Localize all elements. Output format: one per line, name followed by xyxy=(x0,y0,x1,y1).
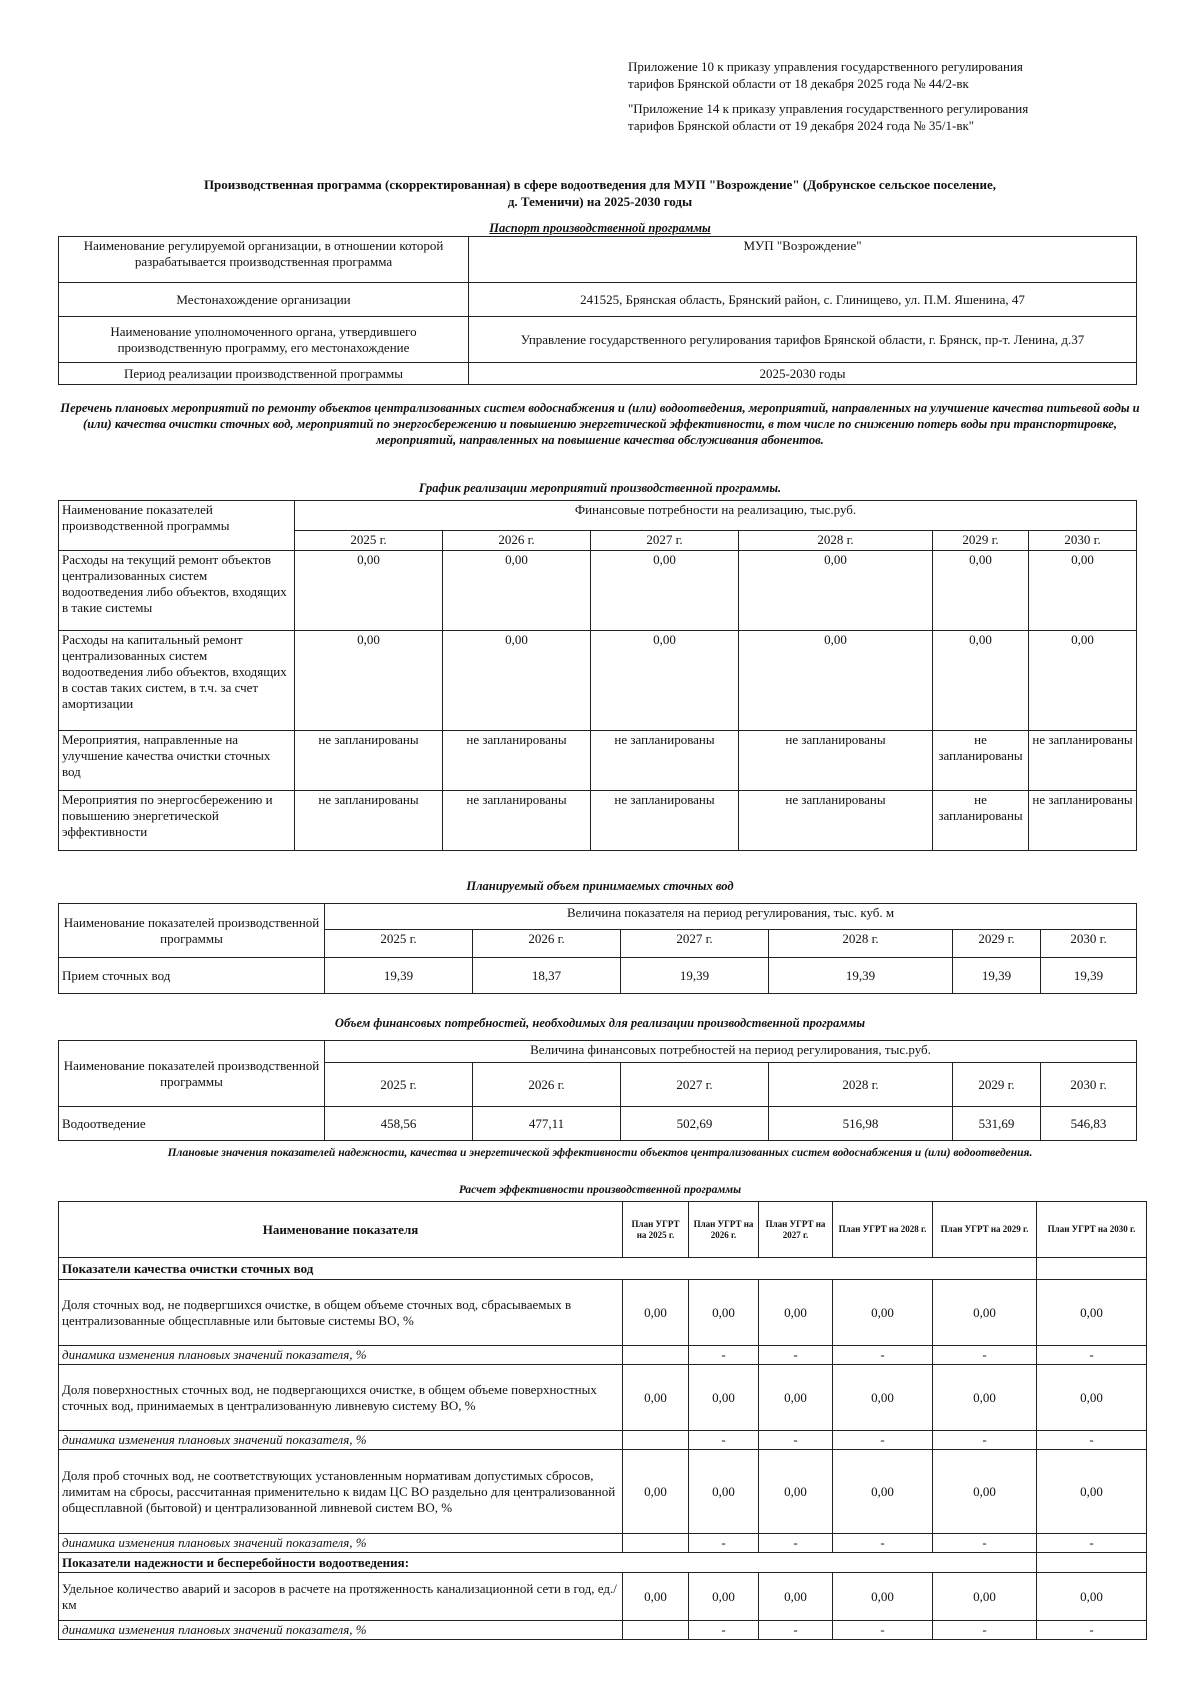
dynamics-value: - xyxy=(759,1346,833,1365)
cell-value: 0,00 xyxy=(623,1573,689,1621)
cell-value: 0,00 xyxy=(833,1365,933,1431)
dynamics-value: - xyxy=(689,1431,759,1450)
year-header: 2026 г. xyxy=(443,531,591,551)
table-row xyxy=(59,1553,1147,1573)
year-header: 2030 г. xyxy=(1029,531,1137,551)
dynamics-value: - xyxy=(833,1431,933,1450)
row-label: Прием сточных вод xyxy=(59,958,325,994)
cell-value: 0,00 xyxy=(933,1280,1037,1346)
dynamics-value: - xyxy=(689,1534,759,1553)
cell-value: 516,98 xyxy=(769,1107,953,1141)
cell-value: не запланированы xyxy=(1029,731,1137,791)
page-title-line: Производственная программа (скорректированная) в сфере водоотведения для МУП "Возрождение" (Добрунское сельское поселение, xyxy=(203,177,997,192)
dynamics-value: - xyxy=(759,1431,833,1450)
cell-value: 458,56 xyxy=(325,1107,473,1141)
cell-value: 0,00 xyxy=(739,551,933,631)
column-header: Наименование показателей производственной программы xyxy=(59,1041,325,1107)
dynamics-value: - xyxy=(689,1621,759,1640)
plan-header: План УГРТ на 2027 г. xyxy=(759,1202,833,1258)
group-header: Величина показателя на период регулирования, тыс. куб. м xyxy=(325,904,1137,930)
passport-label: Период реализации производственной программы xyxy=(59,363,469,385)
year-header: 2029 г. xyxy=(953,1063,1041,1107)
year-header: 2025 г. xyxy=(295,531,443,551)
dynamics-value: - xyxy=(1037,1534,1147,1553)
cell-value: 0,00 xyxy=(1037,1280,1147,1346)
plan-header: План УГРТ на 2030 г. xyxy=(1037,1202,1147,1258)
cell-value: не запланированы xyxy=(295,731,443,791)
cell-value: не запланированы xyxy=(739,731,933,791)
dynamics-value: - xyxy=(933,1534,1037,1553)
finance-table xyxy=(58,1040,1137,1141)
page-title-line: д. Теменичи) на 2025-2030 годы xyxy=(507,194,693,209)
cell-value: 0,00 xyxy=(623,1280,689,1346)
volume-caption: Планируемый объем принимаемых сточных вод xyxy=(466,879,734,893)
passport-value: 2025-2030 годы xyxy=(469,363,1137,385)
cell-value: 0,00 xyxy=(1037,1573,1147,1621)
measures-table xyxy=(58,500,1137,851)
year-header: 2029 г. xyxy=(953,930,1041,958)
table-row xyxy=(59,1365,1147,1431)
year-header: 2026 г. xyxy=(473,930,621,958)
page-title xyxy=(40,176,1160,210)
measures-description: Перечень плановых мероприятий по ремонту объектов централизованных систем водоснабжения и (или) водоотведения, мероприятий, направленных на улучшение качества питьевой воды и (или) качества очистки сточных вод, мероприятий по энергосбережению и повышению энергетической эффективности, в том числе по снижению потерь воды при транспортировке, мероприятий, направленных на повышение качества обслуживания абонентов. xyxy=(60,401,1140,447)
cell-value: 0,00 xyxy=(623,1365,689,1431)
year-header: 2029 г. xyxy=(933,531,1029,551)
group-header: Финансовые потребности на реализацию, тыс.руб. xyxy=(295,501,1137,531)
cell-value: 19,39 xyxy=(953,958,1041,994)
dynamics-value: - xyxy=(833,1621,933,1640)
column-header: Наименование показателей производственной программы xyxy=(59,904,325,958)
row-label: Мероприятия, направленные на улучшение качества очистки сточных вод xyxy=(59,731,295,791)
column-header: Наименование показателей производственной программы xyxy=(59,501,295,551)
cell-value: 0,00 xyxy=(933,551,1029,631)
cell-value: 502,69 xyxy=(621,1107,769,1141)
dynamics-value: - xyxy=(759,1534,833,1553)
cell-value: не запланированы xyxy=(591,791,739,851)
cell-value: не запланированы xyxy=(739,791,933,851)
table-row xyxy=(59,283,1137,317)
cell-value: 0,00 xyxy=(591,551,739,631)
cell-value: не запланированы xyxy=(295,791,443,851)
row-label: Удельное количество аварий и засоров в расчете на протяженность канализационной сети в год, ед./км xyxy=(59,1573,623,1621)
section-heading: Показатели качества очистки сточных вод xyxy=(59,1258,1037,1280)
table-row xyxy=(59,1450,1147,1534)
dynamics-value: - xyxy=(933,1621,1037,1640)
cell-value: 0,00 xyxy=(1037,1365,1147,1431)
row-label: Доля поверхностных сточных вод, не подвергающихся очистке, в общем объеме поверхностных сточных вод, принимаемых в централизованную ливневую систему ВО, % xyxy=(59,1365,623,1431)
passport-value: МУП "Возрождение" xyxy=(469,237,1137,283)
section-heading: Показатели надежности и бесперебойности водоотведения: xyxy=(59,1553,1037,1573)
dynamics-value xyxy=(623,1621,689,1640)
order-reference-line: тарифов Брянской области от 19 декабря 2024 года № 35/1-вк" xyxy=(628,118,975,133)
cell-value: 0,00 xyxy=(833,1573,933,1621)
cell-value: 0,00 xyxy=(689,1280,759,1346)
table-row xyxy=(59,904,1137,930)
indicators-table xyxy=(58,1201,1147,1640)
table-row xyxy=(59,1258,1147,1280)
cell-value: не запланированы xyxy=(1029,791,1137,851)
calc-caption: Расчет эффективности производственной программы xyxy=(458,1184,742,1196)
cell-value: 0,00 xyxy=(833,1280,933,1346)
passport-label: Наименование регулируемой организации, в отношении которой разрабатывается производственная программа xyxy=(59,237,469,283)
plan-header: План УГРТ на 2028 г. xyxy=(833,1202,933,1258)
cell-value: 0,00 xyxy=(689,1450,759,1534)
dynamics-value xyxy=(623,1534,689,1553)
passport-value: Управление государственного регулирования тарифов Брянской области, г. Брянск, пр-т. Ленина, д.37 xyxy=(469,317,1137,363)
cell-value: не запланированы xyxy=(933,791,1029,851)
dynamics-value: - xyxy=(1037,1346,1147,1365)
year-header: 2028 г. xyxy=(769,1063,953,1107)
cell-value: 0,00 xyxy=(689,1573,759,1621)
cell-value: не запланированы xyxy=(591,731,739,791)
cell-value: не запланированы xyxy=(933,731,1029,791)
row-label: Расходы на капитальный ремонт централизованных систем водоотведения либо объектов, входящих в состав таких систем, в т.ч. за счет амортизации xyxy=(59,631,295,731)
dynamics-label: динамика изменения плановых значений показателя, % xyxy=(59,1346,623,1365)
table-row xyxy=(59,958,1137,994)
year-header: 2026 г. xyxy=(473,1063,621,1107)
dynamics-value xyxy=(623,1431,689,1450)
cell-value: 0,00 xyxy=(1029,551,1137,631)
dynamics-value: - xyxy=(933,1431,1037,1450)
cell-value: 0,00 xyxy=(1029,631,1137,731)
table-row xyxy=(59,1280,1147,1346)
empty-cell xyxy=(1037,1258,1147,1280)
cell-value: 0,00 xyxy=(295,631,443,731)
row-label: Доля проб сточных вод, не соответствующих установленным нормативам допустимых сбросов, лимитам на сбросы, рассчитанная применительно к видам ЦС ВО раздельно для централизованной общесплавной (бытовой) и централизованной ливневой систем ВО, % xyxy=(59,1450,623,1534)
cell-value: 0,00 xyxy=(759,1280,833,1346)
passport-table xyxy=(58,236,1137,385)
row-label: Доля сточных вод, не подвергшихся очистке, в общем объеме сточных вод, сбрасываемых в централизованные общесплавные или бытовые системы ВО, % xyxy=(59,1280,623,1346)
cell-value: 0,00 xyxy=(591,631,739,731)
table-row xyxy=(59,1431,1147,1450)
row-label: Водоотведение xyxy=(59,1107,325,1141)
dynamics-value: - xyxy=(1037,1431,1147,1450)
cell-value: 18,37 xyxy=(473,958,621,994)
cell-value: 0,00 xyxy=(833,1450,933,1534)
cell-value: не запланированы xyxy=(443,791,591,851)
cell-value: 0,00 xyxy=(933,1365,1037,1431)
dynamics-label: динамика изменения плановых значений показателя, % xyxy=(59,1621,623,1640)
table-row xyxy=(59,791,1137,851)
volume-table xyxy=(58,903,1137,994)
table-row xyxy=(59,1202,1147,1258)
plan-header: План УГРТ на 2025 г. xyxy=(623,1202,689,1258)
row-label: Мероприятия по энергосбережению и повышению энергетической эффективности xyxy=(59,791,295,851)
passport-label: Наименование уполномоченного органа, утвердившего производственную программу, его местонахождение xyxy=(59,317,469,363)
table-row xyxy=(59,1346,1147,1365)
year-header: 2027 г. xyxy=(621,1063,769,1107)
year-header: 2028 г. xyxy=(769,930,953,958)
group-header: Величина финансовых потребностей на период регулирования, тыс.руб. xyxy=(325,1041,1137,1063)
dynamics-value: - xyxy=(933,1346,1037,1365)
cell-value: 0,00 xyxy=(739,631,933,731)
plan-header: План УГРТ на 2026 г. xyxy=(689,1202,759,1258)
cell-value: 0,00 xyxy=(759,1450,833,1534)
table-row xyxy=(59,731,1137,791)
year-header: 2025 г. xyxy=(325,1063,473,1107)
empty-cell xyxy=(1037,1553,1147,1573)
table-row xyxy=(59,317,1137,363)
column-header: Наименование показателя xyxy=(59,1202,623,1258)
cell-value: 19,39 xyxy=(621,958,769,994)
dynamics-value: - xyxy=(833,1534,933,1553)
table-row xyxy=(59,501,1137,531)
cell-value: 0,00 xyxy=(933,631,1029,731)
cell-value: 546,83 xyxy=(1041,1107,1137,1141)
plan-header: План УГРТ на 2029 г. xyxy=(933,1202,1037,1258)
cell-value: 0,00 xyxy=(933,1573,1037,1621)
cell-value: 19,39 xyxy=(325,958,473,994)
schedule-caption: График реализации мероприятий производственной программы. xyxy=(418,481,782,495)
cell-value: 19,39 xyxy=(769,958,953,994)
dynamics-label: динамика изменения плановых значений показателя, % xyxy=(59,1534,623,1553)
table-row xyxy=(59,237,1137,283)
year-header: 2028 г. xyxy=(739,531,933,551)
cell-value: 19,39 xyxy=(1041,958,1137,994)
cell-value: 0,00 xyxy=(759,1573,833,1621)
order-reference xyxy=(628,58,1148,134)
order-reference-line: тарифов Брянской области от 18 декабря 2025 года № 44/2-вк xyxy=(628,76,969,91)
finance-caption: Объем финансовых потребностей, необходимых для реализации производственной программы xyxy=(334,1016,866,1030)
cell-value: 0,00 xyxy=(933,1450,1037,1534)
table-row xyxy=(59,1107,1137,1141)
order-reference-line: "Приложение 14 к приказу управления государственного регулирования xyxy=(628,101,1029,116)
passport-caption: Паспорт производственной программы xyxy=(489,221,711,235)
table-row xyxy=(59,551,1137,631)
dynamics-value: - xyxy=(833,1346,933,1365)
order-reference-line: Приложение 10 к приказу управления государственного регулирования xyxy=(628,59,1023,74)
cell-value: 531,69 xyxy=(953,1107,1041,1141)
cell-value: не запланированы xyxy=(443,731,591,791)
dynamics-value: - xyxy=(1037,1621,1147,1640)
table-row xyxy=(59,1573,1147,1621)
cell-value: 0,00 xyxy=(689,1365,759,1431)
year-header: 2030 г. xyxy=(1041,930,1137,958)
table-row xyxy=(59,1041,1137,1063)
row-label: Расходы на текущий ремонт объектов централизованных систем водоотведения либо объектов, входящих в такие системы xyxy=(59,551,295,631)
dynamics-label: динамика изменения плановых значений показателя, % xyxy=(59,1431,623,1450)
passport-label: Местонахождение организации xyxy=(59,283,469,317)
year-header: 2027 г. xyxy=(591,531,739,551)
dynamics-value: - xyxy=(689,1346,759,1365)
cell-value: 0,00 xyxy=(623,1450,689,1534)
table-row xyxy=(59,1534,1147,1553)
indicators-caption: Плановые значения показателей надежности, качества и энергетической эффективности объектов централизованных систем водоснабжения и (или) водоотведения. xyxy=(167,1147,1033,1159)
cell-value: 0,00 xyxy=(443,551,591,631)
dynamics-value: - xyxy=(759,1621,833,1640)
table-row xyxy=(59,1621,1147,1640)
cell-value: 0,00 xyxy=(443,631,591,731)
passport-value: 241525, Брянская область, Брянский район, с. Глинищево, ул. П.М. Яшенина, 47 xyxy=(469,283,1137,317)
table-row xyxy=(59,631,1137,731)
year-header: 2027 г. xyxy=(621,930,769,958)
cell-value: 0,00 xyxy=(295,551,443,631)
cell-value: 477,11 xyxy=(473,1107,621,1141)
dynamics-value xyxy=(623,1346,689,1365)
year-header: 2030 г. xyxy=(1041,1063,1137,1107)
year-header: 2025 г. xyxy=(325,930,473,958)
cell-value: 0,00 xyxy=(1037,1450,1147,1534)
cell-value: 0,00 xyxy=(759,1365,833,1431)
table-row xyxy=(59,363,1137,385)
